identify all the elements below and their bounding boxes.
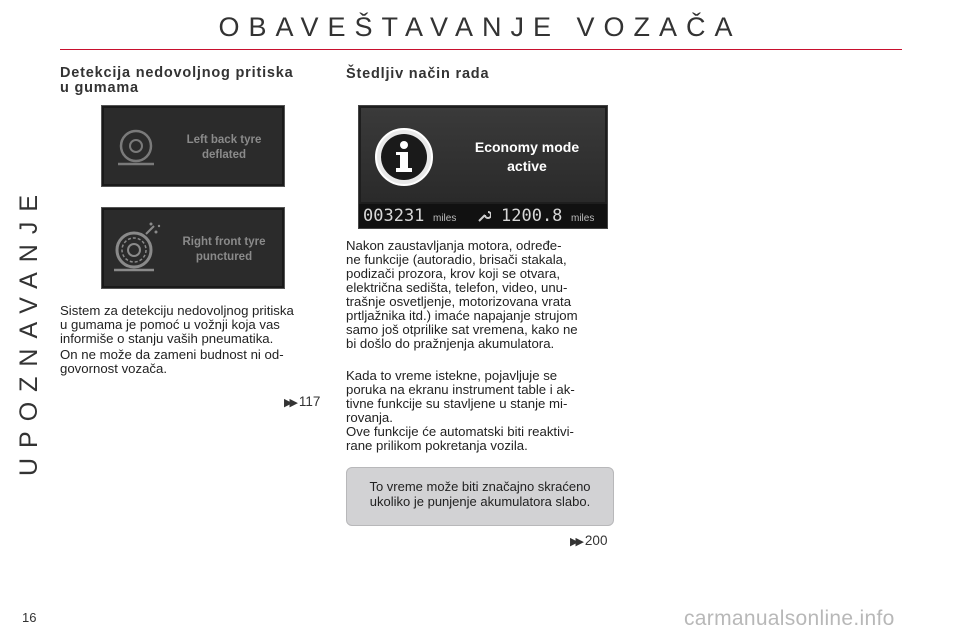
tyre-deflated-display bbox=[101, 105, 285, 187]
text-line: trašnje osvetljenje, motorizovana vrata bbox=[346, 294, 572, 309]
text-line: u gumama je pomoć u vožnji koja vas bbox=[60, 317, 280, 332]
economy-mode-heading: Štedljiv način rada bbox=[346, 66, 490, 82]
odometer-bar bbox=[359, 204, 607, 228]
tyre-message-1-line2: deflated bbox=[201, 149, 247, 161]
tyre-message-2-line1: Right front tyre bbox=[182, 236, 266, 248]
tyre-paragraph-1 bbox=[60, 304, 327, 346]
economy-message bbox=[457, 138, 597, 176]
tyre-heading-line2: u gumama bbox=[60, 80, 139, 96]
note-line1: To vreme može biti značajno skraćeno bbox=[369, 479, 591, 494]
text-line: Nakon zaustavljanja motora, određe- bbox=[346, 238, 562, 253]
text-line: ne funkcije (autoradio, brisači stakala, bbox=[346, 252, 567, 267]
text-line: govornost vozača. bbox=[60, 361, 168, 376]
page-reference-117[interactable] bbox=[284, 394, 320, 409]
tyre-puncture-icon bbox=[110, 220, 164, 276]
trip-unit: miles bbox=[571, 213, 595, 224]
economy-mode-display bbox=[358, 105, 608, 229]
text-line: Ove funkcije će automatski biti reaktivi- bbox=[346, 424, 574, 439]
note-box bbox=[346, 467, 614, 526]
tyre-paragraph-2 bbox=[60, 348, 327, 376]
reference-page-number: 200 bbox=[584, 533, 608, 548]
text-line: podizači prozora, krov koji se otvara, bbox=[346, 266, 561, 281]
page-title: OBAVEŠTAVANJE VOZAČA bbox=[218, 12, 742, 42]
text-line: bi došlo do pražnjenja akumulatora. bbox=[346, 336, 555, 351]
title-divider bbox=[60, 49, 902, 50]
page-reference-200[interactable] bbox=[570, 533, 607, 548]
odometer-value: 003231 bbox=[363, 206, 425, 226]
text-line: prtljažnika itd.) imaće napajanje strujom bbox=[346, 308, 578, 323]
double-arrow-icon: ▶▶ bbox=[570, 536, 581, 548]
text-line: tivne funkcije su stavljene u stanje mi- bbox=[346, 396, 568, 411]
trip-value: 1200.8 bbox=[501, 206, 563, 226]
tyre-pressure-heading bbox=[60, 66, 294, 96]
tyre-heading-line1: Detekcija nedovoljnog pritiska bbox=[60, 65, 294, 81]
economy-message-line2: active bbox=[507, 158, 547, 174]
tyre-message-1-line1: Left back tyre bbox=[186, 134, 262, 146]
text-line: On ne može da zameni budnost ni od- bbox=[60, 347, 284, 362]
odometer-unit: miles bbox=[433, 213, 457, 224]
tyre-pressure-icon bbox=[112, 120, 160, 170]
text-line: rane prilikom pokretanja vozila. bbox=[346, 438, 528, 453]
section-side-label bbox=[0, 180, 60, 480]
double-arrow-icon: ▶▶ bbox=[284, 397, 295, 409]
side-label-text: UPOZNAVANJE bbox=[15, 184, 44, 476]
economy-paragraph-3 bbox=[346, 425, 614, 453]
text-line: Sistem za detekciju nedovoljnog pritiska bbox=[60, 303, 294, 318]
info-icon bbox=[373, 126, 435, 188]
text-line: Kada to vreme istekne, pojavljuje se bbox=[346, 368, 558, 383]
text-line: samo još otprilike sat vremena, kako ne bbox=[346, 322, 578, 337]
note-text bbox=[355, 479, 605, 509]
text-line: rovanja. bbox=[346, 410, 393, 425]
page-number: 16 bbox=[22, 610, 37, 625]
text-line: poruka na ekranu instrument table i ak- bbox=[346, 382, 575, 397]
tyre-message-2 bbox=[168, 235, 280, 265]
economy-paragraph-1 bbox=[346, 239, 614, 351]
watermark: carmanualsonline.info bbox=[684, 607, 895, 630]
economy-paragraph-2 bbox=[346, 369, 614, 425]
display-screen bbox=[361, 108, 605, 202]
text-line: električna sedišta, telefon, video, unu- bbox=[346, 280, 568, 295]
tyre-punctured-display bbox=[101, 207, 285, 289]
note-line2: ukoliko je punjenje akumulatora slabo. bbox=[369, 494, 591, 509]
tyre-message-1 bbox=[168, 133, 280, 163]
reference-page-number: 117 bbox=[298, 394, 321, 409]
wrench-icon bbox=[477, 209, 491, 223]
text-line: informiše o stanju vaših pneumatika. bbox=[60, 331, 274, 346]
tyre-message-2-line2: punctured bbox=[195, 251, 253, 263]
economy-message-line1: Economy mode bbox=[474, 139, 580, 155]
